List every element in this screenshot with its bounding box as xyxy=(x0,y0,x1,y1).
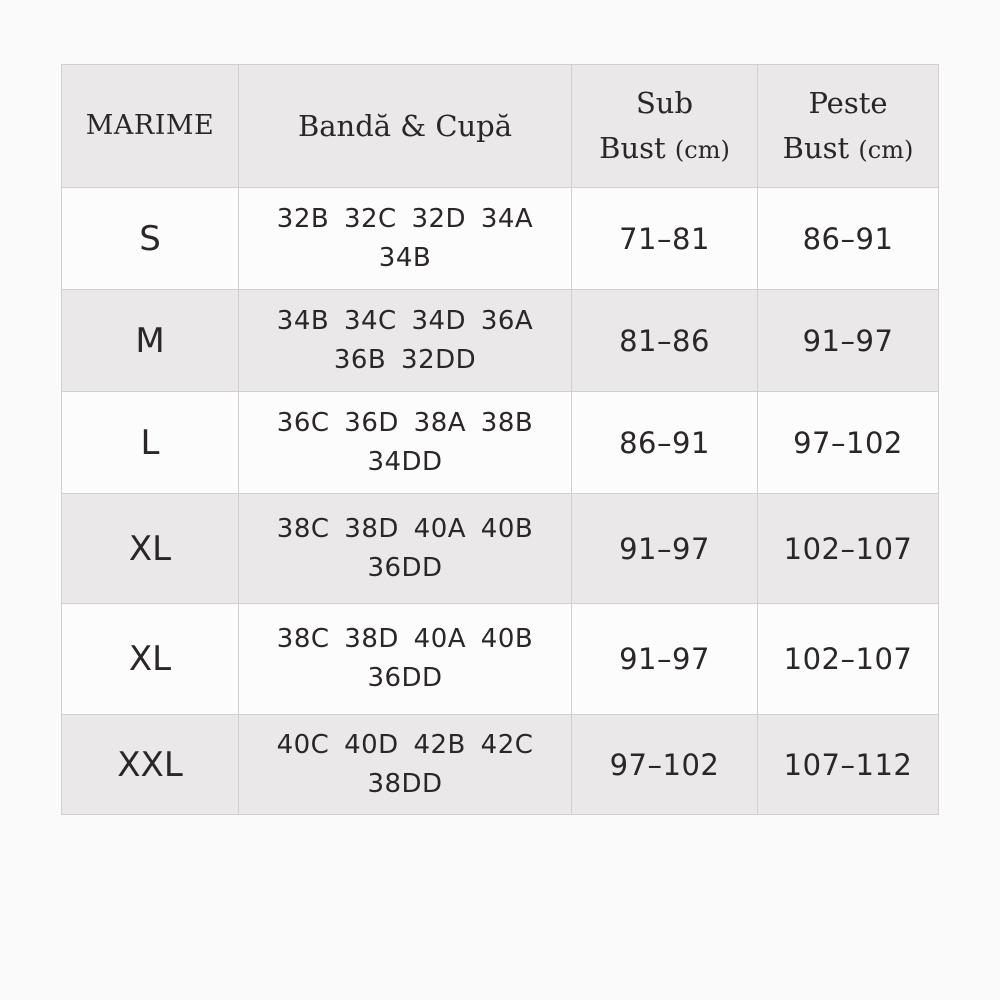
band-cup-codes: 32B 32C 32D 34A 34B xyxy=(239,188,572,290)
table-header-row xyxy=(62,65,939,188)
table-row xyxy=(62,188,939,290)
size-label: L xyxy=(62,392,239,494)
under-bust-range: 91–97 xyxy=(572,604,758,715)
header-size: MARIME xyxy=(62,65,239,188)
band-cup-codes: 34B 34C 34D 36A 36B 32DD xyxy=(239,290,572,392)
band-cup-codes: 40C 40D 42B 42C 38DD xyxy=(239,715,572,815)
band-cup-codes: 36C 36D 38A 38B 34DD xyxy=(239,392,572,494)
table-row xyxy=(62,604,939,715)
header-under-bust: Sub Bust (cm) xyxy=(572,65,758,188)
band-cup-codes: 38C 38D 40A 40B 36DD xyxy=(239,494,572,604)
under-bust-range: 97–102 xyxy=(572,715,758,815)
band-cup-codes: 38C 38D 40A 40B 36DD xyxy=(239,604,572,715)
size-label: XL xyxy=(62,604,239,715)
over-bust-range: 102–107 xyxy=(758,494,939,604)
header-over-bust: Peste Bust (cm) xyxy=(758,65,939,188)
under-bust-range: 81–86 xyxy=(572,290,758,392)
table-row xyxy=(62,715,939,815)
over-bust-range: 91–97 xyxy=(758,290,939,392)
size-label: M xyxy=(62,290,239,392)
table-row xyxy=(62,290,939,392)
size-chart-table xyxy=(61,64,939,815)
over-bust-range: 86–91 xyxy=(758,188,939,290)
table-row xyxy=(62,392,939,494)
under-bust-range: 71–81 xyxy=(572,188,758,290)
over-bust-range: 97–102 xyxy=(758,392,939,494)
size-label: S xyxy=(62,188,239,290)
over-bust-range: 107–112 xyxy=(758,715,939,815)
size-label: XXL xyxy=(62,715,239,815)
table-row xyxy=(62,494,939,604)
under-bust-range: 86–91 xyxy=(572,392,758,494)
size-label: XL xyxy=(62,494,239,604)
over-bust-range: 102–107 xyxy=(758,604,939,715)
under-bust-range: 91–97 xyxy=(572,494,758,604)
header-band-cup: Bandă & Cupă xyxy=(239,65,572,188)
